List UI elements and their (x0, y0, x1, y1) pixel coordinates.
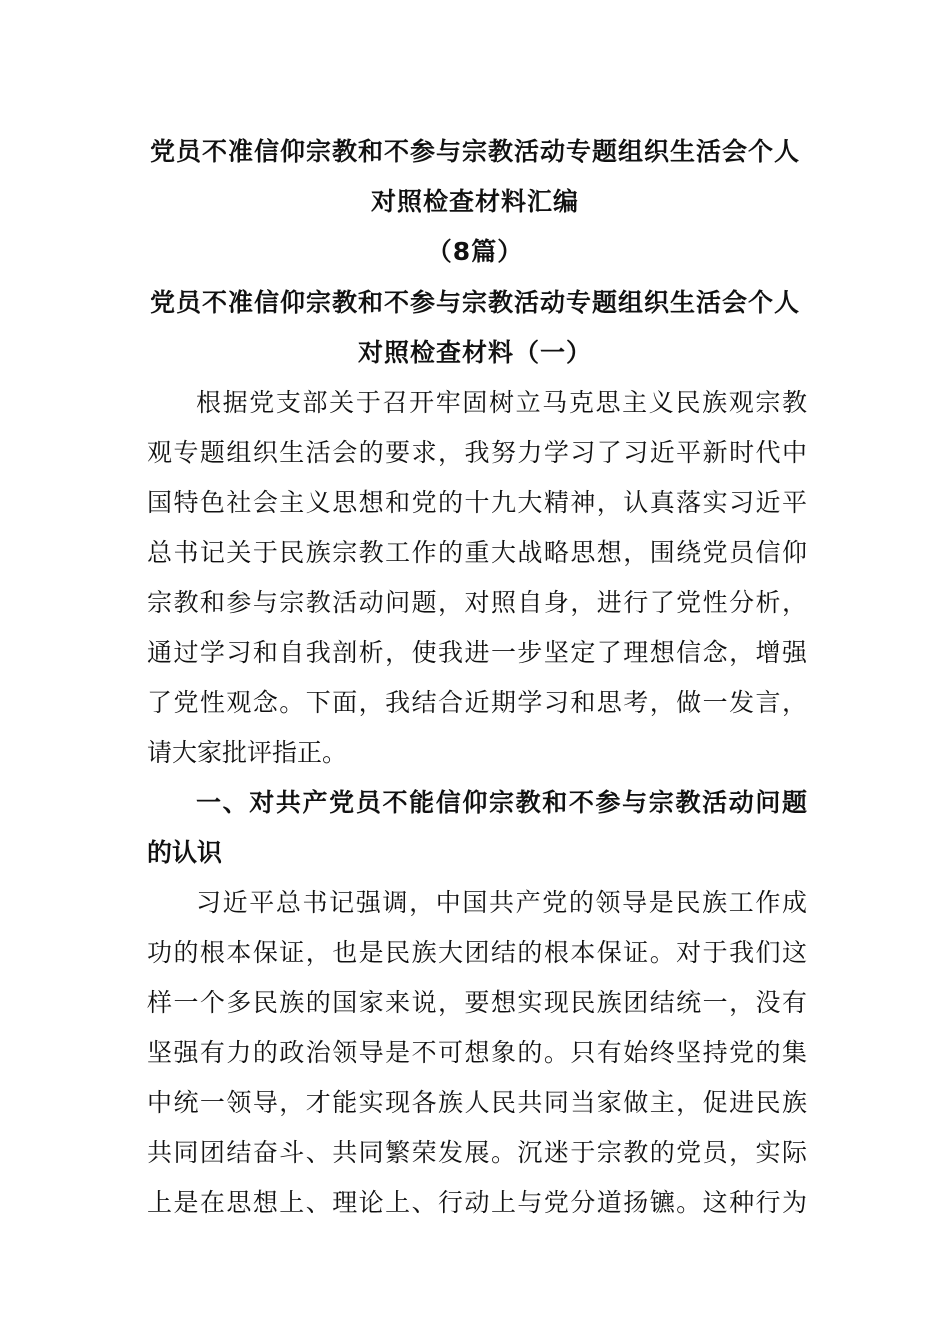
main-title-line-1: 党员不准信仰宗教和不参与宗教活动专题组织生活会个人 (149, 137, 800, 166)
paragraph2-line: 中统一领导，才能实现各族人民共同当家做主，促进民族 (147, 1088, 807, 1117)
main-title-count: （8篇） (426, 237, 524, 266)
paragraph2-line: 样一个多民族的国家来说，要想实现民族团结统一，没有 (147, 988, 807, 1017)
sub-title-line-2: 对照检查材料（一） (357, 338, 592, 367)
paragraph2-line: 坚强有力的政治领导是不可想象的。只有始终坚持党的集 (147, 1038, 807, 1067)
paragraph1-line: 请大家批评指正。 (147, 738, 348, 767)
section1-heading-line-2: 的认识 (147, 838, 223, 867)
paragraph1-line: 国特色社会主义思想和党的十九大精神，认真落实习近平 (147, 488, 807, 517)
paragraph1-line: 了党性观念。下面，我结合近期学习和思考，做一发言， (147, 688, 807, 717)
paragraph2-line: 习近平总书记强调，中国共产党的领导是民族工作成 (196, 888, 807, 917)
paragraph2-line: 功的根本保证，也是民族大团结的根本保证。对于我们这 (147, 938, 807, 967)
paragraph1-line: 观专题组织生活会的要求，我努力学习了习近平新时代中 (147, 438, 807, 467)
section1-heading-line-1: 一、对共产党员不能信仰宗教和不参与宗教活动问题 (196, 788, 807, 817)
paragraph1-line: 通过学习和自我剖析，使我进一步坚定了理想信念，增强 (147, 638, 807, 667)
paragraph2-line: 共同团结奋斗、共同繁荣发展。沉迷于宗教的党员，实际 (147, 1138, 807, 1167)
paragraph1-line: 根据党支部关于召开牢固树立马克思主义民族观宗教 (196, 388, 807, 417)
paragraph1-line: 总书记关于民族宗教工作的重大战略思想，围绕党员信仰 (147, 538, 807, 567)
sub-title-line-1: 党员不准信仰宗教和不参与宗教活动专题组织生活会个人 (149, 288, 800, 317)
paragraph1-line: 宗教和参与宗教活动问题，对照自身，进行了党性分析， (147, 588, 807, 617)
paragraph2-line: 上是在思想上、理论上、行动上与党分道扬镳。这种行为 (147, 1188, 807, 1217)
main-title-line-2: 对照检查材料汇编 (370, 187, 579, 216)
